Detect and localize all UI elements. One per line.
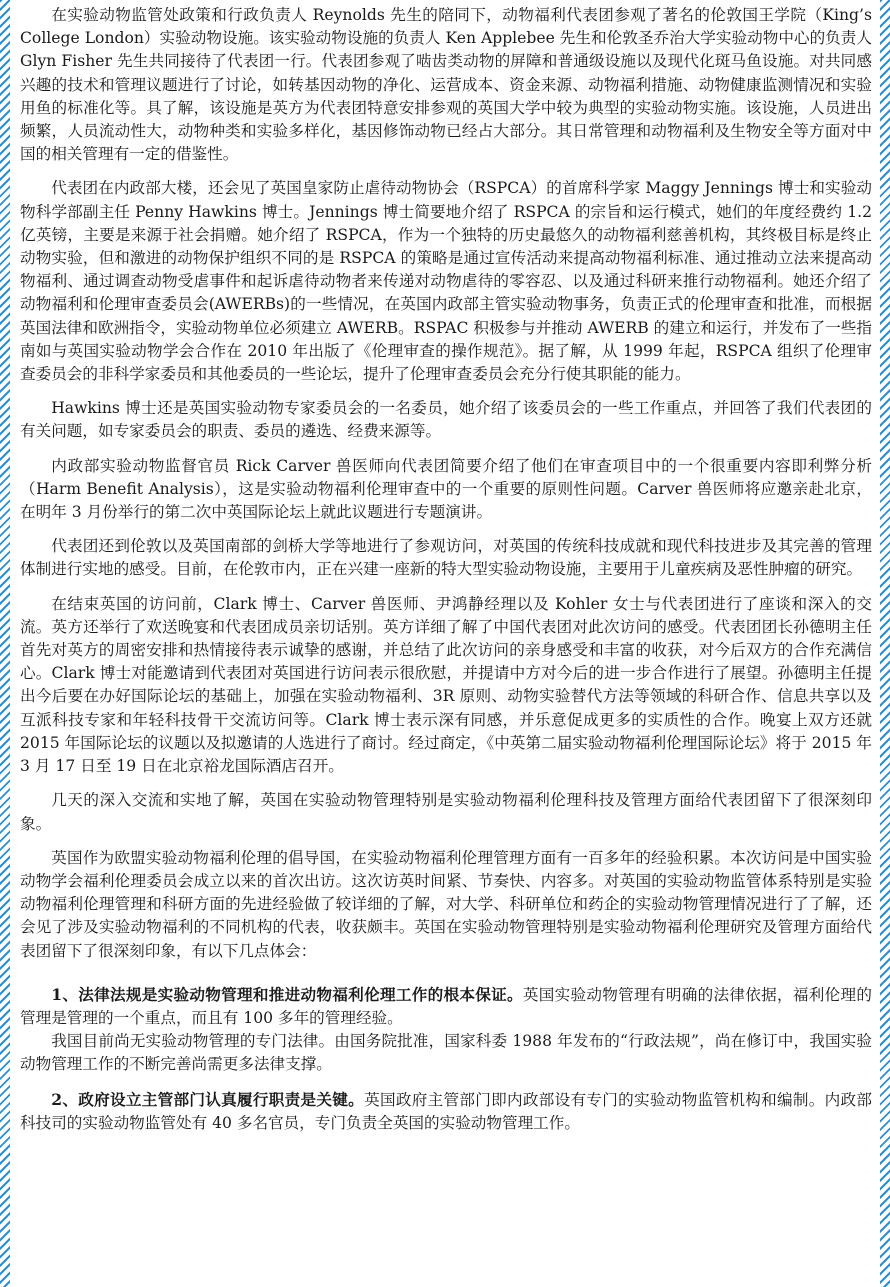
right-hatched-border — [880, 0, 890, 1287]
paragraph-impression: 几天的深入交流和实地了解，英国在实验动物管理特别是实验动物福利伦理科技及管理方面给代表团留下了很深刻印象。 — [20, 791, 872, 833]
paragraph-harm-benefit: 内政部实验动物监督官员 Rick Carver 兽医师向代表团简要介绍了他们在审查项目中的一个很重要内容即利弊分析（Harm Benefit Analysis），这是实验动物福利伦理审查中的一个重要的原则性问题。Carver 兽医师将应邀亲赴北京，在明年 3 月份举行的第二次中英国际论坛上就此议题进行专题演讲。 — [20, 456, 872, 522]
point-1-followup: 我国目前尚无实验动物管理的专门法律。由国务院批准，国家科委 1988 年发布的“行政法规”，尚在修订中，我国实验动物管理工作的不断完善尚需更多法律支撑。 — [20, 1032, 872, 1074]
paragraph-kings-college-visit: 在实验动物监管处政策和行政负责人 Reynolds 先生的陪同下，动物福利代表团参观了著名的伦敦国王学院（King’s College London）实验动物设施。该实验动物设施的负责人 Ken Applebee 先生和伦敦圣乔治大学实验动物中心的负责人 Glyn Fisher 先生共同接待了代表团一行。代表团参观了啮齿类动物的屏障和普通级设施以及现代化斑马鱼设施。对共同感兴趣的技术和管理议题进行了讨论，如转基因动物的净化、运营成本、资金来源、动物福利措施、动物健康监测情况和实验用鱼的标准化等。具了解，该设施是英方为代表团特意安排参观的英国大学中较为典型的实验动物实施。该设施，人员进出频繁，人员流动性大，动物种类和实验多样化，基因修饰动物已经占大部分。其日常管理和动物福利及生物安全等方面对中国的相关管理有一定的借鉴性。 — [20, 6, 872, 164]
point-2 — [20, 1088, 872, 1135]
paragraph-summary: 英国作为欧盟实验动物福利伦理的倡导国，在实验动物福利伦理管理方面有一百多年的经验积累。本次访问是中国实验动物学会福利伦理委员会成立以来的首次出访。这次访英时间紧、节奏快、内容多。对英国的实验动物监管体系特别是实验动物福利伦理管理和科研方面的先进经验做了较详细的了解，对大学、科研单位和药企的实验动物管理情况进行了了解，还会见了涉及实验动物福利的不同机构的代表，收获颇丰。英国在实验动物管理特别是实验动物福利伦理研究及管理方面给代表团留下了很深刻印象，有以下几点体会： — [20, 848, 872, 960]
point-2-text: 英国政府主管部门即内政部设有专门的实验动物监管机构和编制。内政部科技司的实验动物监管处有 40 多名官员，专门负责全英国的实验动物管理工作。 — [20, 1090, 872, 1132]
paragraph-hawkins-committee: Hawkins 博士还是英国实验动物专家委员会的一名委员，她介绍了该委员会的一些工作重点，并回答了我们代表团的有关问题，如专家委员会的职责、委员的遴选、经费来源等。 — [20, 399, 872, 441]
point-1-text: 英国实验动物管理有明确的法律依据，福利伦理的管理是管理的一个重点，而且有 100 多年的管理经验。 — [20, 985, 872, 1027]
left-hatched-border — [0, 0, 10, 1287]
point-2-heading: 2、政府设立主管部门认真履行职责是关键。 — [51, 1089, 365, 1109]
document-body — [20, 4, 872, 1146]
point-1-heading: 1、法律法规是实验动物管理和推进动物福利伦理工作的根本保证。 — [51, 984, 523, 1004]
paragraph-rspca-meeting: 代表团在内政部大楼，还会见了英国皇家防止虐待动物协会（RSPCA）的首席科学家 Maggy Jennings 博士和实验动物科学部副主任 Penny Hawkins 博士。Jennings 博士简要地介绍了 RSPCA 的宗旨和运行模式，她们的年度经费约 1.2 亿英镑，主要是来源于社会捐赠。她介绍了 RSPCA，作为一个独特的历史最悠久的动物福利慈善机构，其终极目标是终止动物实验，但和激进的动物保护组织不同的是 RSPCA 的策略是通过宣传活动来提高动物福利标准、通过推动立法来提高动物福利、通过调查动物受虐事件和起诉虐待动物者来传递对动物虐待的零容忍、以及通过科研来推行动物福利。她还介绍了动物福利和伦理审查委员会(AWERBs)的一些情况，在英国内政部主管实验动物事务，负责正式的伦理审查和批准，而根据英国法律和欧洲指令，实验动物单位必须建立 AWERB。RSPAC 积极参与并推动 AWERB 的建立和运行，并发布了一些指南如与英国实验动物学会合作在 2010 年出版了《伦理审查的操作规范》。据了解，从 1999 年起，RSPCA 组织了伦理审查委员会的非科学家委员和其他委员的一些论坛，提升了伦理审查委员会充分行使其职能的能力。 — [20, 179, 872, 384]
paragraph-cambridge-visit: 代表团还到伦敦以及英国南部的剑桥大学等地进行了参观访问，对英国的传统科技成就和现代科技进步及其完善的管理体制进行实地的感受。目前，在伦敦市内，正在兴建一座新的特大型实验动物设施，主要用于儿童疾病及恶性肿瘤的研究。 — [20, 537, 872, 579]
paragraph-farewell-talks: 在结束英国的访问前，Clark 博士、Carver 兽医师、尹鸿静经理以及 Kohler 女士与代表团进行了座谈和深入的交流。英方还举行了欢送晚宴和代表团成员亲切话别。英方详细了解了中国代表团对此次访问的感受。代表团团长孙德明主任首先对英方的周密安排和热情接待表示诚挚的感谢，并总结了此次访问的亲身感受和丰富的收获，对今后双方的合作充满信心。Clark 博士对能邀请到代表团对英国进行访问表示很欣慰，并提请中方对今后的进一步合作进行了展望。孙德明主任提出今后要在办好国际论坛的基础上，加强在实验动物福利、3R 原则、动物实验替代方法等领域的科研合作、信息共享以及互派科技专家和年轻科技骨干交流访问等。Clark 博士表示深有同感，并乐意促成更多的实质性的合作。晚宴上双方还就 2015 年国际论坛的议题以及拟邀请的人选进行了商讨。经过商定，《中英第二届实验动物福利伦理国际论坛》将于 2015 年 3 月 17 日至 19 日在北京裕龙国际酒店召开。 — [20, 594, 872, 776]
point-1 — [20, 983, 872, 1030]
